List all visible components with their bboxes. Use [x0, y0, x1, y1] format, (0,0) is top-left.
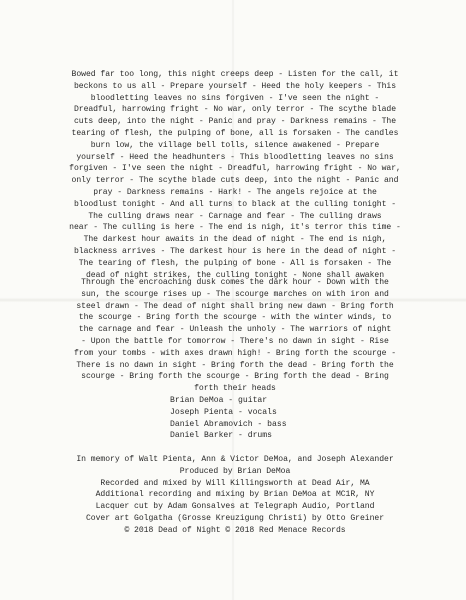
lyric-line: Through the encroaching dusk comes the dark hour - Down with the [81, 278, 389, 287]
lyric-line: bloodlust tonight - And all turns to black at the culling tonight - [73, 199, 397, 209]
lyric-line: Bowed far too long, this night creeps deep - Listen for the call, it [71, 70, 399, 79]
production-notes [68, 454, 402, 537]
note-line: In memory of Walt Pienta, Ann & Victor DeMoa, and Joseph Alexander [76, 455, 394, 464]
note-line: Recorded and mixed by Will Killingsworth at Dead Air, MA [100, 478, 370, 488]
lyric-line: pray - Darkness remains - Hark! - The angels rejoice at the [93, 187, 377, 197]
note-line: Additional recording and mixing by Brian DeMoa at MC1R, NY [95, 490, 375, 500]
lyric-line: from your tombs - with axes drawn high! - Bring forth the scourge - [73, 348, 397, 358]
lyrics-verse-1 [68, 69, 402, 281]
member-credit: Joseph Pienta - vocals [170, 407, 277, 417]
lyric-line: The culling draws near - Carnage and fear - The culling draws [88, 211, 382, 221]
note-line: © 2018 Dead of Night © 2018 Red Menace Records [124, 525, 346, 535]
lyric-line: dead of night strikes, the culling tonight - None shall awaken [85, 270, 385, 280]
lyric-line: yourself - Heed the headhunters - This bloodletting leaves no sins [76, 152, 394, 162]
member-credit: Daniel Abramovich - bass [170, 419, 287, 429]
lyric-line: forth their heads [194, 384, 276, 394]
lyric-line: the scourge - Bring forth the scourge - with the winter winds, to [78, 313, 392, 323]
lyrics-verse-2 [68, 277, 402, 395]
lyric-line: blackness arrives - The darkest hour is here in the dead of night - [73, 246, 397, 256]
lyric-line: steel drawn - The dead of night shall bring new dawn - Bring forth [76, 301, 394, 311]
lyric-line: sun, the scourge rises up - The scourge marches on with iron and [81, 289, 389, 299]
lyric-line: only terror - The scythe blade cuts deep, into the night - Panic and [71, 176, 399, 186]
lyric-line: the carnage and fear - Unleash the unholy - The warriors of night [78, 325, 392, 335]
band-members [68, 395, 402, 442]
lyric-line: There is no dawn in sight - Bring forth the dead - Bring forth the [76, 360, 394, 370]
note-line: Lacquer cut by Adam Gonsalves at Telegraph Audio, Portland [95, 502, 375, 512]
lyric-line: cuts deep, into the night - Panic and pray - Darkness remains - The [73, 117, 397, 127]
lyric-line: burn low, the village bell tolls, silence awakened - Prepare [90, 140, 380, 150]
lyric-line: Dreadful, harrowing fright - No war, only terror - The scythe blade [73, 105, 397, 115]
lyric-line: tearing of flesh, the pulping of bone, all is forsaken - The candles [71, 128, 399, 138]
lyric-line: - Upon the battle for tomorrow - There's no dawn in sight - Rise [81, 336, 389, 346]
lyric-line: forgiven - I've seen the night - Dreadful, harrowing fright - No war, [69, 164, 401, 174]
member-credit: Daniel Barker - drums [170, 431, 272, 441]
note-line: Produced by Brian DeMoa [179, 466, 291, 476]
lyric-line: The tearing of flesh, the pulping of bone - All is forsaken - The [78, 258, 392, 268]
lyric-line: The darkest hour awaits in the dead of night - The end is nigh, [83, 235, 387, 245]
member-credit: Brian DeMoa - guitar [170, 396, 268, 405]
lyric-line: bloodletting leaves no sins forgiven - I've seen the night - [90, 93, 380, 103]
lyric-line: near - The culling is here - The end is nigh, it's terror this time - [69, 223, 401, 233]
note-line: Cover art Golgatha (Grosse Kreuzigung Christi) by Otto Greiner [85, 513, 385, 523]
lyric-line: beckons to us all - Prepare yourself - Heed the holy keepers - This [73, 81, 397, 91]
lyric-line: scourge - Bring forth the scourge - Bring forth the dead - Bring [81, 372, 389, 382]
